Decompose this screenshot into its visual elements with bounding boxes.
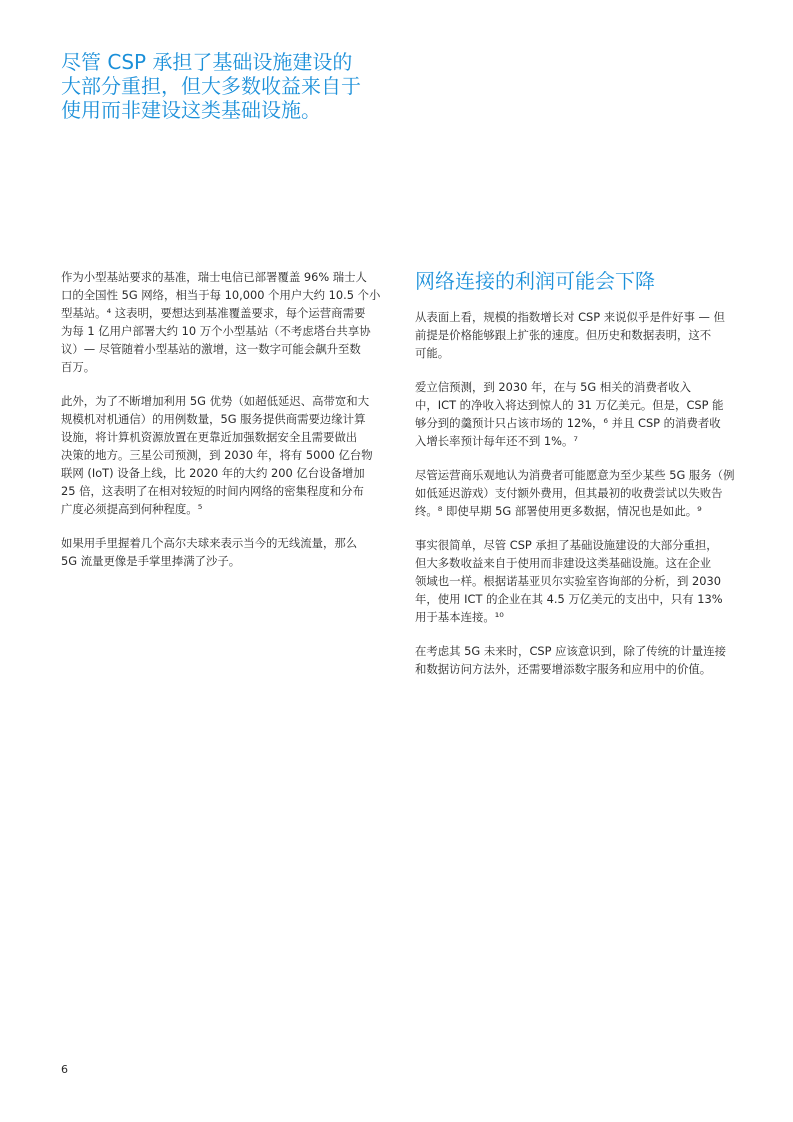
text-line: 但大多数收益来自于使用而非建设这类基础设施。这在企业 bbox=[415, 556, 712, 570]
section-heading: 网络连接的利润可能会下降 bbox=[415, 269, 655, 293]
text-line: 前提是价格能够跟上扩张的速度。但历史和数据表明，这不 bbox=[415, 328, 712, 342]
text-line: 5G 流量更像是手掌里捧满了沙子。 bbox=[61, 554, 241, 568]
text-line: 百万。 bbox=[61, 360, 96, 374]
text-line: 型基站。⁴ 这表明，要想达到基准覆盖要求，每个运营商需要 bbox=[61, 306, 366, 320]
text-line: 尽管运营商乐观地认为消费者可能愿意为至少某些 5G 服务（例 bbox=[415, 468, 735, 482]
body-paragraph bbox=[61, 534, 381, 570]
text-line: 决策的地方。三星公司预测，到 2030 年，将有 5000 亿台物 bbox=[61, 448, 373, 462]
text-line: 25 倍，这表明了在相对较短的时间内网络的密集程度和分布 bbox=[61, 484, 364, 498]
body-paragraph bbox=[61, 392, 381, 518]
text-line: 在考虑其 5G 未来时，CSP 应该意识到，除了传统的计量连接 bbox=[415, 644, 726, 658]
text-line: 可能。 bbox=[415, 346, 450, 360]
body-paragraph bbox=[415, 308, 737, 362]
text-line: 和数据访问方法外，还需要增添数字服务和应用中的价值。 bbox=[415, 662, 712, 676]
pull-quote-line: 尽管 CSP 承担了基础设施建设的 bbox=[61, 50, 353, 74]
pull-quote-line: 大部分重担，但大多数收益来自于 bbox=[61, 74, 361, 98]
text-line: 中，ICT 的净收入将达到惊人的 31 万亿美元。但是，CSP 能 bbox=[415, 398, 724, 412]
right-column bbox=[415, 268, 737, 694]
text-line: 广度必须提高到何种程度。⁵ bbox=[61, 502, 203, 516]
text-line: 入增长率预计每年还不到 1%。⁷ bbox=[415, 434, 578, 448]
text-line: 用于基本连接。¹⁰ bbox=[415, 610, 504, 624]
text-line: 从表面上看，规模的指数增长对 CSP 来说似乎是件好事 — 但 bbox=[415, 310, 725, 324]
body-paragraph bbox=[61, 268, 381, 376]
text-line: 如低延迟游戏）支付额外费用，但其最初的收费尝试以失败告 bbox=[415, 486, 723, 500]
text-line: 设施，将计算机资源放置在更靠近加强数据安全且需要做出 bbox=[61, 430, 358, 444]
text-line: 够分到的羹预计只占该市场的 12%，⁶ 并且 CSP 的消费者收 bbox=[415, 416, 721, 430]
body-paragraph bbox=[415, 466, 737, 520]
page-number: 6 bbox=[61, 1063, 68, 1076]
text-line: 终。⁸ 即使早期 5G 部署使用更多数据，情况也是如此。⁹ bbox=[415, 504, 702, 518]
text-line: 领域也一样。根据诺基亚贝尔实验室咨询部的分析，到 2030 bbox=[415, 574, 721, 588]
text-line: 口的全国性 5G 网络，相当于每 10,000 个用户大约 10.5 个小 bbox=[61, 288, 381, 302]
pull-quote bbox=[61, 50, 381, 122]
text-line: 年，使用 ICT 的企业在其 4.5 万亿美元的支出中，只有 13% bbox=[415, 592, 723, 606]
left-column bbox=[61, 268, 381, 586]
body-paragraph bbox=[415, 642, 737, 678]
text-line: 议）— 尽管随着小型基站的激增，这一数字可能会飙升至数 bbox=[61, 342, 361, 356]
text-line: 作为小型基站要求的基准，瑞士电信已部署覆盖 96% 瑞士人 bbox=[61, 270, 367, 284]
body-paragraph bbox=[415, 378, 737, 450]
text-line: 规模机对机通信）的用例数量，5G 服务提供商需要边缘计算 bbox=[61, 412, 366, 426]
text-line: 此外，为了不断增加利用 5G 优势（如超低延迟、高带宽和大 bbox=[61, 394, 370, 408]
text-line: 联网 (IoT) 设备上线，比 2020 年的大约 200 亿台设备增加 bbox=[61, 466, 365, 480]
text-line: 爱立信预测，到 2030 年，在与 5G 相关的消费者收入 bbox=[415, 380, 691, 394]
body-paragraph bbox=[415, 536, 737, 626]
text-line: 为每 1 亿用户部署大约 10 万个小型基站（不考虑塔台共享协 bbox=[61, 324, 371, 338]
text-line: 事实很简单，尽管 CSP 承担了基础设施建设的大部分重担， bbox=[415, 538, 718, 552]
pull-quote-line: 使用而非建设这类基础设施。 bbox=[61, 98, 321, 122]
text-line: 如果用手里握着几个高尔夫球来表示当今的无线流量，那么 bbox=[61, 536, 358, 550]
